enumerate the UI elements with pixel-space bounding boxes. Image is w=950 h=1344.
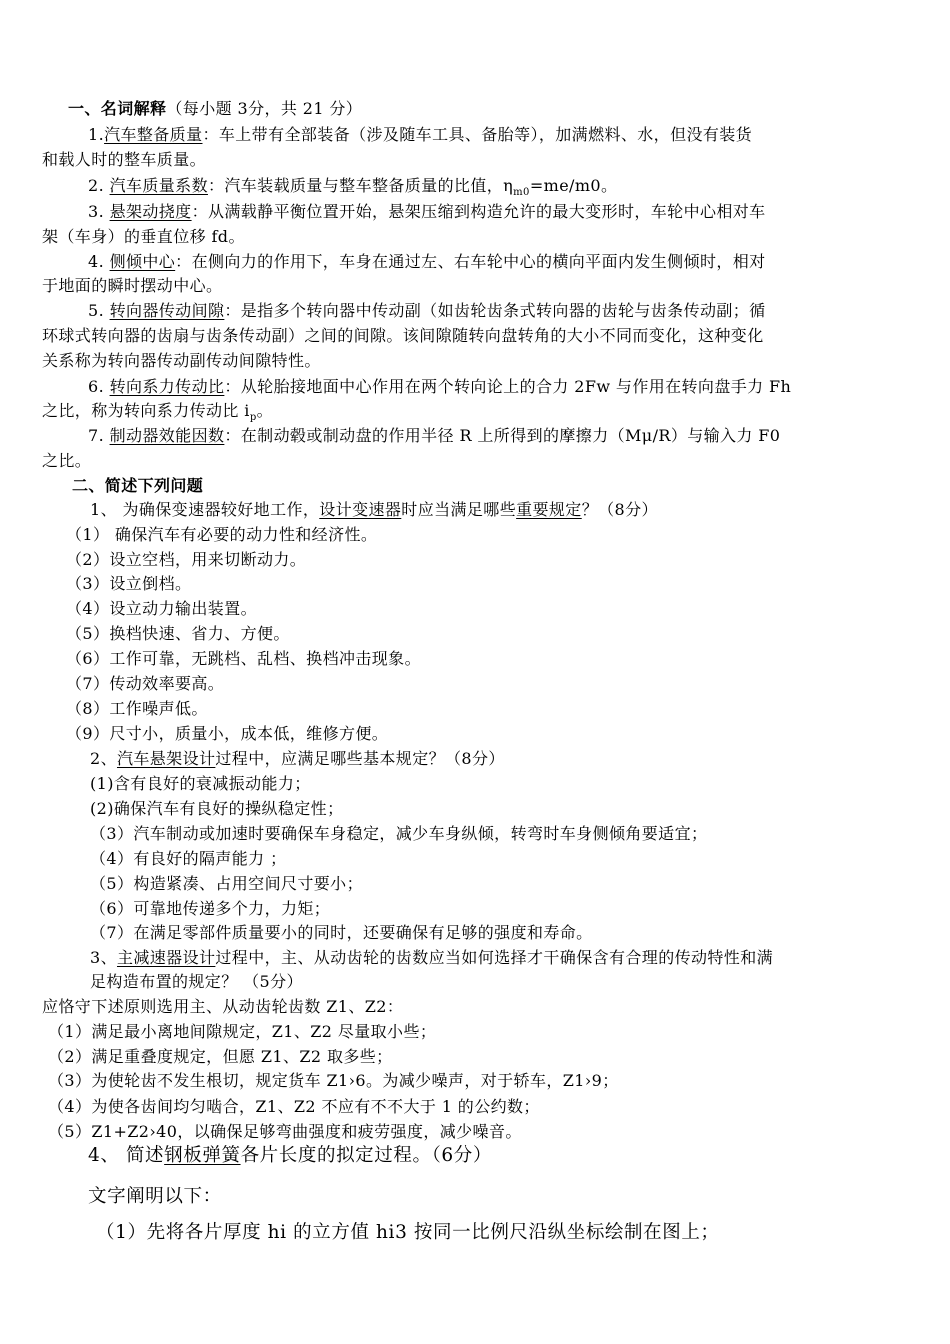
q1-item-5: （5）换档快速、省力、方便。 [66, 624, 290, 643]
section-2-heading: 二、简述下列问题 [72, 476, 204, 495]
q3-item-1: （1）满足最小离地间隙规定，Z1、Z2 尽量取小些； [48, 1022, 437, 1041]
term-6-line-1: 6. 转向系力传动比：从轮胎接地面中心作用在两个转向论上的合力 2Fw 与作用在转向盘手力 Fh [88, 377, 792, 396]
q3-item-4: （4）为使各齿间均匀啮合，Z1、Z2 不应有不不大于 1 的公约数； [48, 1097, 540, 1116]
term-3-line-2: 架（车身）的垂直位移 fd。 [42, 227, 245, 246]
q3-item-3: （3）为使轮齿不发生根切，规定货车 Z1›6。为减少噪声，对于轿车，Z1›9； [48, 1071, 619, 1090]
term-1-line-1: 1.汽车整备质量：车上带有全部装备（涉及随车工具、备胎等），加满燃料、水，但没有装货 [88, 125, 753, 144]
term-4: 侧倾中心 [109, 252, 176, 271]
term-5-line-2: 环球式转向器的齿扇与齿条传动副）之间的间隙。该间隙随转向盘转角的大小不同而变化，这种变化 [42, 326, 764, 345]
term-7: 制动器效能因数 [109, 426, 225, 445]
q1-item-9: （9）尺寸小，质量小，成本低，维修方便。 [66, 724, 389, 743]
term-2: 汽车质量系数 [109, 176, 208, 195]
q2-item-1: (1)含有良好的衰减振动能力； [90, 774, 311, 793]
q4-item-1: （1）先将各片厚度 hi 的立方值 hi3 按同一比例尺沿纵坐标绘制在图上； [96, 1222, 720, 1243]
term-3-line-1: 3. 悬架动挠度：从满载静平衡位置开始，悬架压缩到构造允许的最大变形时，车轮中心相对车 [88, 202, 766, 221]
question-1: 1、 为确保变速器较好地工作，设计变速器时应当满足哪些重要规定？（8分） [90, 500, 658, 519]
term-4-line-2: 于地面的瞬时摆动中心。 [42, 276, 223, 295]
q3-item-5: （5）Z1+Z2›40，以确保足够弯曲强度和疲劳强度，减少噪音。 [48, 1122, 522, 1141]
term-3: 悬架动挠度 [109, 202, 192, 221]
question-2: 2、汽车悬架设计过程中，应满足哪些基本规定？（8分） [90, 749, 505, 768]
q2-item-3: （3）汽车制动或加速时要确保车身稳定，减少车身纵倾，转弯时车身侧倾角要适宜； [90, 824, 708, 843]
question-4: 4、 简述钢板弹簧各片长度的拟定过程。（6分） [88, 1145, 492, 1166]
term-6-line-2: 之比，称为转向系力传动比 $i_p$。 [42, 401, 274, 424]
q3-item-2: （2）满足重叠度规定，但愿 Z1、Z2 取多些； [48, 1047, 393, 1066]
q4-intro: 文字阐明以下： [88, 1186, 222, 1207]
q2-item-6: （6）可靠地传递多个力，力矩； [90, 899, 331, 918]
term-1: 汽车整备质量 [104, 125, 203, 144]
q3-intro: 应恪守下述原则选用主、从动齿轮齿数 Z1、Z2： [42, 997, 404, 1016]
question-3-line-2: 足构造布置的规定？ （5分） [90, 972, 303, 991]
q1-item-3: （3）设立倒档。 [66, 574, 192, 593]
q2-item-2: (2)确保汽车有良好的操纵稳定性； [90, 799, 344, 818]
q2-item-5: （5）构造紧凑、占用空间尺寸要小； [90, 874, 363, 893]
q1-item-8: （8）工作噪声低。 [66, 699, 208, 718]
q1-item-6: （6）工作可靠，无跳档、乱档、换档冲击现象。 [66, 649, 421, 668]
term-6: 转向系力传动比 [109, 377, 225, 396]
q1-item-1: （1） 确保汽车有必要的动力性和经济性。 [66, 525, 378, 544]
term-5-line-3: 关系称为转向器传动副传动间隙特性。 [42, 351, 321, 370]
term-5-line-1: 5. 转向器传动间隙：是指多个转向器中传动副（如齿轮齿条式转向器的齿轮与齿条传动副；循 [88, 301, 766, 320]
question-3-line-1: 3、主减速器设计过程中，主、从动齿轮的齿数应当如何选择才干确保含有合理的传动特性和满 [90, 948, 773, 967]
term-4-line-1: 4. 侧倾中心：在侧向力的作用下，车身在通过左、右车轮中心的横向平面内发生侧倾时，相对 [88, 252, 766, 271]
term-1-line-2: 和载人时的整车质量。 [42, 150, 207, 169]
term-5: 转向器传动间隙 [109, 301, 225, 320]
q1-item-7: （7）传动效率要高。 [66, 674, 225, 693]
q2-item-7: （7）在满足零部件质量要小的同时，还要确保有足够的强度和寿命。 [90, 923, 593, 942]
term-7-line-1: 7. 制动器效能因数：在制动毂或制动盘的作用半径 R 上所得到的摩擦力（Mμ/R）与输入力 F0 [88, 426, 781, 445]
q1-item-2: （2）设立空档，用来切断动力。 [66, 550, 307, 569]
q1-item-4: （4）设立动力输出装置。 [66, 599, 257, 618]
section-1-heading: 一、名词解释（每小题 3分，共 21 分） [68, 99, 363, 118]
term-2-line-1: 2. 汽车质量系数：汽车装载质量与整车整备质量的比值，$\eta_{m0}=me/m0$。 [88, 176, 618, 199]
q2-item-4: （4）有良好的隔声能力 ； [90, 849, 287, 868]
term-7-line-2: 之比。 [42, 451, 92, 470]
